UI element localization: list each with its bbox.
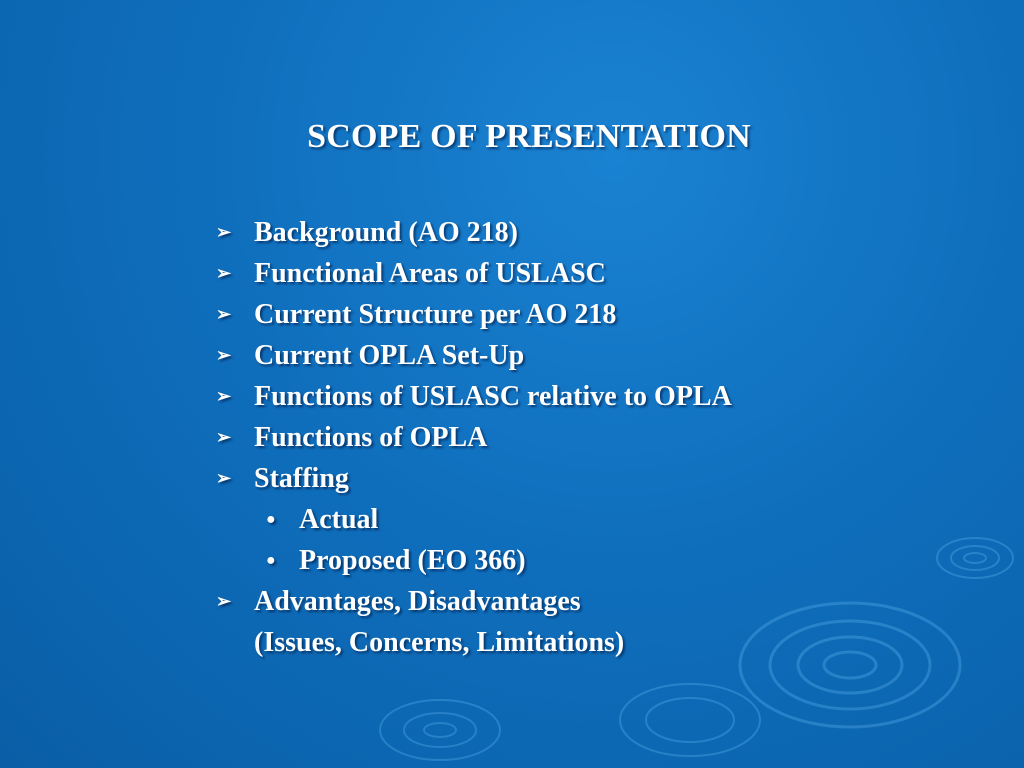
arrow-bullet-icon: ➢ bbox=[216, 468, 232, 488]
arrow-bullet-icon: ➢ bbox=[216, 386, 232, 406]
list-item bbox=[216, 253, 916, 294]
list-item-text: Functions of OPLA bbox=[254, 422, 488, 453]
list-item bbox=[216, 581, 916, 622]
list-item-text: Current OPLA Set-Up bbox=[254, 340, 525, 371]
list-item-text: Actual bbox=[299, 504, 379, 535]
arrow-bullet-icon: ➢ bbox=[216, 263, 232, 283]
dot-bullet-icon: ● bbox=[266, 552, 276, 569]
slide-title: SCOPE OF PRESENTATION bbox=[307, 118, 751, 155]
list-item-text: Functional Areas of USLASC bbox=[254, 258, 606, 289]
dot-bullet-icon: ● bbox=[266, 511, 276, 528]
list-item bbox=[216, 458, 916, 499]
list-item-text: Proposed (EO 366) bbox=[299, 545, 526, 576]
list-item-text: Current Structure per AO 218 bbox=[254, 299, 617, 330]
list-item bbox=[216, 335, 916, 376]
list-item-text: Functions of USLASC relative to OPLA bbox=[254, 381, 732, 412]
arrow-bullet-icon: ➢ bbox=[216, 222, 232, 242]
sub-list-item bbox=[216, 499, 916, 540]
list-item bbox=[216, 212, 916, 253]
list-item bbox=[216, 376, 916, 417]
sub-list-item bbox=[216, 540, 916, 581]
list-item-text: Staffing bbox=[254, 463, 349, 494]
arrow-bullet-icon: ➢ bbox=[216, 591, 232, 611]
arrow-bullet-icon: ➢ bbox=[216, 427, 232, 447]
list-item bbox=[216, 294, 916, 335]
list-item bbox=[216, 417, 916, 458]
arrow-bullet-icon: ➢ bbox=[216, 304, 232, 324]
list-item-continuation bbox=[216, 622, 916, 663]
arrow-bullet-icon: ➢ bbox=[216, 345, 232, 365]
list-item-text: (Issues, Concerns, Limitations) bbox=[254, 627, 625, 658]
agenda-list bbox=[216, 212, 916, 663]
list-item-text: Background (AO 218) bbox=[254, 217, 518, 248]
list-item-text: Advantages, Disadvantages bbox=[254, 586, 581, 617]
